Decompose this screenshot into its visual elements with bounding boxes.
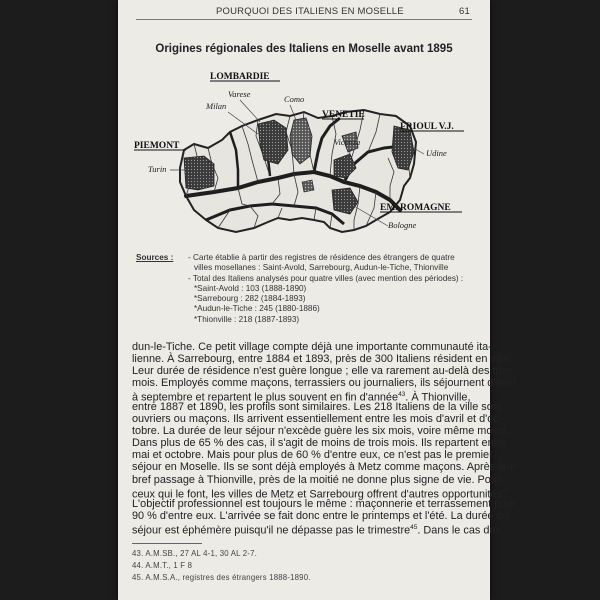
source-line: *Saint-Avold : 103 (1888-1890): [194, 283, 307, 293]
body-line: Leur durée de résidence n'est guère longue ; elle va rarement au-delà des trois: [132, 365, 514, 378]
body-line: séjour en Moselle. Ils se sont déjà employés à Metz comme maçons. Après leur: [132, 461, 517, 474]
footnote: 45. A.M.S.A., registres des étrangers 1888-1890.: [132, 573, 311, 582]
header-rule: [136, 19, 472, 20]
source-line: *Sarrebourg : 282 (1884-1893): [194, 294, 306, 304]
source-line: *Thionville : 218 (1887-1893): [194, 314, 300, 324]
footnotes: [132, 548, 462, 584]
city-label-udine: Udine: [426, 148, 447, 158]
footnote-rule: [132, 543, 202, 544]
footnote: 44. A.M.T., 1 F 8: [132, 561, 193, 570]
regional-origins-map: [118, 60, 490, 250]
source-line: *Audun-le-Tiche : 245 (1880-1886): [194, 304, 320, 314]
body-line: entre 1887 et 1890, les profils sont similaires. Les 218 Italiens de la ville sont: [132, 401, 502, 414]
body-line: lienne. À Sarrebourg, entre 1884 et 1893, près de 300 Italiens résident en ville.: [132, 353, 513, 366]
small-shade: [302, 180, 314, 192]
piemont-shade: [184, 156, 214, 190]
body-line: 90 % d'entre eux. L'arrivée se fait donc entre le printemps et l'été. La durée du: [132, 509, 509, 522]
region-label-piemont: PIEMONT: [134, 141, 180, 151]
body-line: tobre. La durée de leur séjour n'excède guère les six mois, voire même moins.: [132, 425, 510, 438]
page-number: 61: [459, 6, 470, 17]
body-line: à septembre et repartent le plus souvent en fin d'année$^{43}$. À Thionville,: [132, 391, 471, 404]
city-label-vicenza: Vicenza: [334, 137, 361, 147]
source-line: villes mosellanes : Saint-Avold, Sarrebourg, Audun-le-Tiche, Thionville: [194, 263, 449, 273]
body-line: L'objectif professionnel est toujours le même : maçonnerie et terrassement pour: [132, 497, 517, 510]
city-label-milan: Milan: [206, 101, 227, 111]
region-label-lombardie: LOMBARDIE: [210, 72, 270, 82]
body-line: dun-le-Tiche. Ce petit village compte déjà une importante communauté ita-: [132, 341, 492, 353]
body-line: ceux qui le font, les villes de Metz et Sarrebourg offrent d'autres opportunités$^{44}$.: [132, 487, 513, 501]
city-label-varese: Varese: [228, 89, 251, 99]
city-label-bologne: Bologne: [388, 220, 417, 230]
body-paragraph: [132, 341, 517, 537]
city-label-turin: Turin: [148, 164, 167, 174]
running-head: [118, 4, 490, 20]
body-line: mois. Employés comme maçons, terrassiers ou journaliers, ils séjournent d'avril: [132, 377, 516, 390]
body-line: Dans plus de 65 % des cas, il s'agit de moins de trois mois. Ils repartent entre: [132, 437, 507, 450]
body-line: ouvriers ou maçons. Ils arrivent essentiellement entre les mois d'avril et d'oc-: [132, 413, 503, 426]
region-label-frioul: FRIOUL V.J.: [400, 122, 454, 132]
source-line: - Total des Italiens analysés pour quatre villes (avec mention des périodes) :: [188, 273, 464, 283]
running-head-title: POURQUOI DES ITALIENS EN MOSELLE: [216, 6, 404, 17]
map-title: Origines régionales des Italiens en Moselle avant 1895: [155, 43, 453, 55]
region-label-romagne: EM. ROMAGNE: [380, 203, 451, 213]
body-line: séjour est éphémère puisqu'il ne dépasse pas le trimestre$^{45}$. Dans le cas des: [132, 523, 501, 537]
footnote: 43. A.M.SB., 27 AL 4-1, 30 AL 2-7.: [132, 549, 257, 558]
sources-label: Sources :: [136, 253, 174, 262]
body-line: bref passage à Thionville, près de la moitié ne donne plus signe de vie. Pour: [132, 473, 501, 486]
book-page: [118, 0, 517, 600]
city-label-como: Como: [284, 94, 305, 104]
region-label-venetie: VENETIE: [322, 110, 365, 120]
body-line: mai et octobre. Mais pour plus de 60 % d'entre eux, ce n'est pas le premier: [132, 449, 493, 462]
source-line: - Carte établie à partir des registres de résidence des étrangers de quatre: [188, 253, 455, 262]
